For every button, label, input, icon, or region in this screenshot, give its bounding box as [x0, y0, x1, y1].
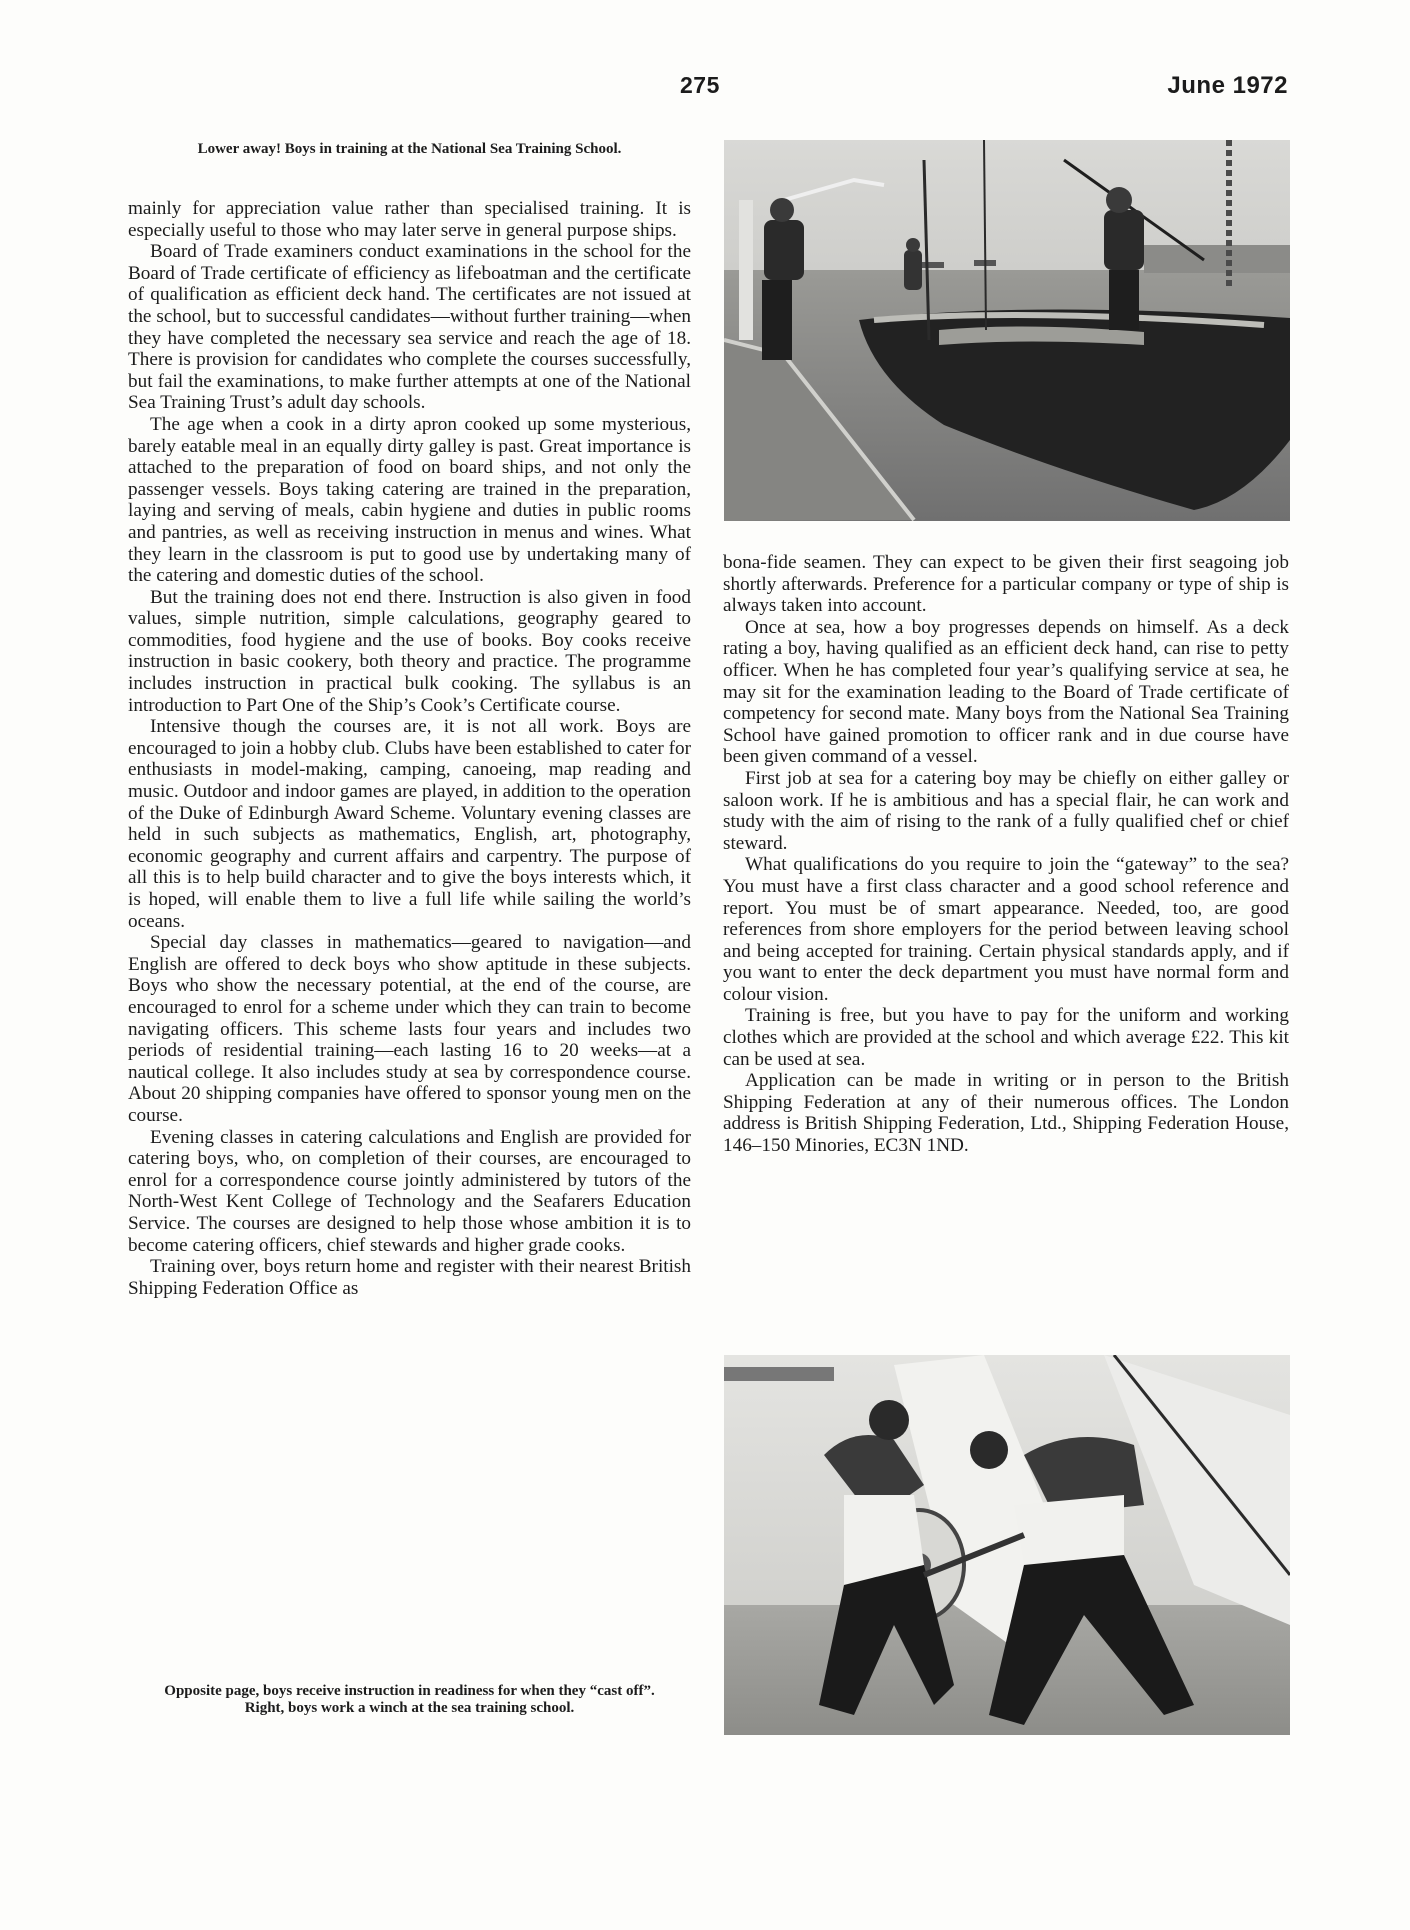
left-column — [128, 198, 691, 1299]
winch-photo — [724, 1355, 1290, 1735]
lifeboat-photo — [724, 140, 1290, 521]
paragraph: Special day classes in mathematics—geared to navigation—and English are offered to deck boys who show aptitude in these subjects. Boys who show the necessary potential, at the end of the course, are encouraged to enrol for a scheme under which they can train to become navigating officers. This scheme lasts four years and includes two periods of residential training—each lasting 16 to 20 weeks—at a nautical college. It also includes study at sea by correspondence course. About 20 shipping companies have offered to sponsor young men on the course. — [128, 932, 691, 1126]
winch-photo-icon — [724, 1355, 1290, 1735]
page-number: 275 — [680, 72, 720, 98]
paragraph: Training over, boys return home and register with their nearest British Shipping Federation Office as — [128, 1256, 691, 1299]
paragraph: Once at sea, how a boy progresses depends on himself. As a deck rating a boy, having qualified as an efficient deck hand, can rise to petty officer. When he has completed four year’s qualifying service at sea, he may sit for the examination leading to the Board of Trade certificate of competency for second mate. Many boys from the National Sea Training School have gained promotion to officer rank and in due course have been given command of a vessel. — [723, 616, 1289, 768]
page-date: June 1972 — [1167, 72, 1288, 99]
paragraph: Training is free, but you have to pay for the uniform and working clothes which are provided at the school and which average £22. This kit can be used at sea. — [723, 1005, 1289, 1070]
paragraph: The age when a cook in a dirty apron cooked up some mysterious, barely eatable meal in an equally dirty galley is past. Great importance is attached to the preparation of food on board ships, and not only the passenger vessels. Boys taking catering are trained in the preparation, laying and serving of meals, cabin hygiene and duties in public rooms and pantries, as well as receiving instruction in menus and wines. What they learn in the classroom is put to good use by undertaking many of the catering and domestic duties of the school. — [128, 413, 691, 587]
caption-bottom-line2: Right, boys work a winch at the sea training school. — [244, 1700, 575, 1716]
caption-bottom-line1: Opposite page, boys receive instruction in readiness for when they “cast off”. — [164, 1683, 655, 1699]
paragraph: Application can be made in writing or in person to the British Shipping Federation at any of their numerous offices. The London address is British Shipping Federation, Ltd., Shipping Federation House, 146–150 Minories, EC3N 1ND. — [723, 1070, 1289, 1157]
caption-top: Lower away! Boys in training at the National Sea Training School. — [197, 141, 622, 157]
paragraph: Board of Trade examiners conduct examinations in the school for the Board of Trade certificate of efficiency as lifeboatman and the certificate of qualification as efficient deck hand. The certificates are not issued at the school, but to successful candidates—without further training—when they have completed the necessary sea service and reach the age of 18. There is provision for candidates who complete the courses successfully, but fail the examinations, to make further attempts at one of the National Sea Training Trust’s adult day schools. — [128, 241, 691, 414]
caption-bottom — [128, 1683, 691, 1717]
paragraph: First job at sea for a catering boy may be chiefly on either galley or saloon work. If he is ambitious and has a special flair, he can work and study with the aim of rising to the rank of a fully qualified chef or chief steward. — [723, 767, 1289, 854]
paragraph: Intensive though the courses are, it is not all work. Boys are encouraged to join a hobby club. Clubs have been established to cater for enthusiasts in model-making, camping, canoeing, map reading and music. Outdoor and indoor games are played, in addition to the operation of the Duke of Edinburgh Award Scheme. Voluntary evening classes are held in such subjects as mathematics, English, art, photography, economic geography and current affairs and carpentry. The purpose of all this is to help build character and to give the boys interests which, it is hoped, will enable them to live a full life while sailing the world’s oceans. — [128, 716, 691, 932]
lifeboat-photo-icon — [724, 140, 1290, 521]
paragraph: What qualifications do you require to join the “gateway” to the sea? You must have a first class character and a good school reference and report. You must be of smart appearance. Needed, too, are good references from shore employers for the period between leaving school and being accepted for training. Certain physical standards apply, and if you want to enter the deck department you must have normal form and colour vision. — [723, 854, 1289, 1005]
paragraph: mainly for appreciation value rather than specialised training. It is especially useful to those who may later serve in general purpose ships. — [128, 198, 691, 241]
paragraph: bona-fide seamen. They can expect to be given their first seagoing job shortly afterwards. Preference for a particular company or type of ship is always taken into account. — [723, 552, 1289, 617]
paragraph: Evening classes in catering calculations and English are provided for catering boys, who, on completion of their courses, are encouraged to enrol for a correspondence course jointly administered by tutors of the North-West Kent College of Technology and the Seafarers Education Service. The courses are designed to help those whose ambition it is to become catering officers, chief stewards and higher grade cooks. — [128, 1126, 691, 1256]
paragraph: But the training does not end there. Instruction is also given in food values, simple nutrition, simple calculations, geography geared to commodities, food hygiene and the use of books. Boy cooks receive instruction in basic cookery, both theory and practice. The programme includes instruction in practical bulk cooking. The syllabus is an introduction to Part One of the Ship’s Cook’s Certificate course. — [128, 586, 691, 716]
right-column — [723, 552, 1289, 1157]
